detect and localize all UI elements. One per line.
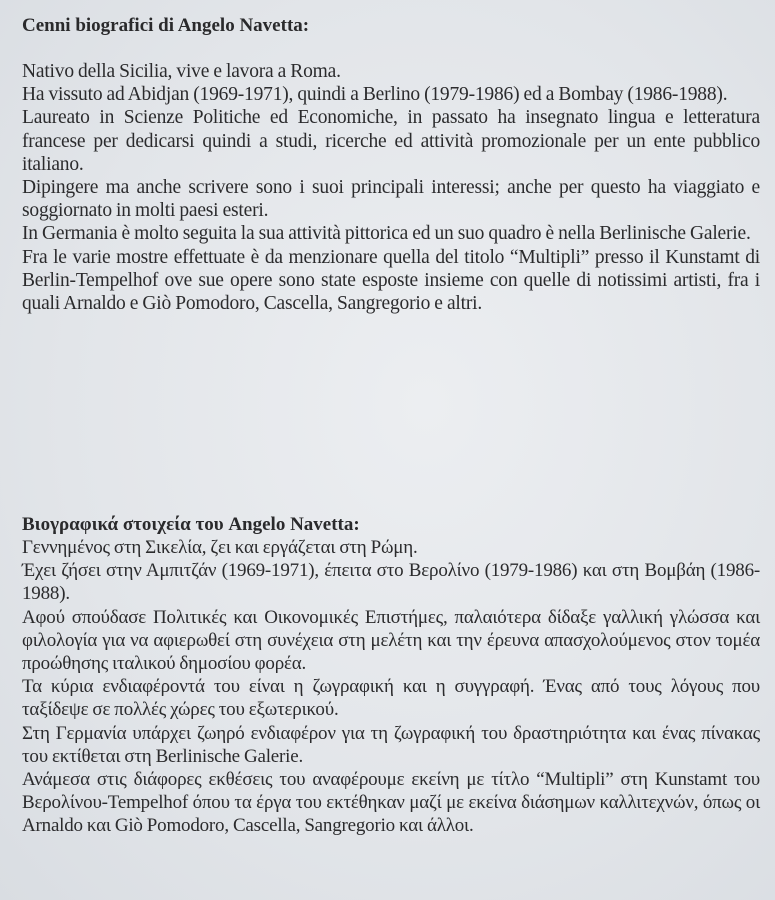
greek-heading: Βιογραφικά στοιχεία του Angelo Navetta: [22,514,360,535]
italian-paragraph-residences: Ha vissuto ad Abidjan (1969-1971), quindi a Berlino (1979-1986) ed a Bombay (1986-1988). [22,84,728,106]
greek-paragraph-residences: Έχει ζήσει στην Αμπιτζάν (1969-1971), έπειτα στο Βερολίνο (1979-1986) και στη Βομβάη (1986-1988). [22,560,760,605]
greek-paragraph-birthplace: Γεννημένος στη Σικελία, ζει και εργάζεται στη Ρώμη. [22,537,418,558]
italian-paragraph-exhibitions: Fra le varie mostre effettuate è da menzionare quella del titolo “Multipli” presso il Kunstamt di Berlin-Tempelhof ove sue opere sono state esposte insieme con quelle di notissimi artisti, fra i quali Arnaldo e Giò Pomodoro, Cascella, Sangregorio e altri. [22,246,760,315]
greek-paragraph-education: Αφού σπούδασε Πολιτικές και Οικονομικές Επιστήμες, παλαιότερα δίδαξε γαλλική γλώσσα και φιλολογία για να αφιερωθεί στη συνέχεια στη μελέτη και την έρευνα απασχολούμενος στον τομέα προώθησης ιταλικού δημοσίου φορέα. [22,606,760,675]
italian-paragraph-germany: In Germania è molto seguita la sua attività pittorica ed un suo quadro è nella Berlinische Galerie. [22,223,751,245]
greek-paragraph-exhibitions: Ανάμεσα στις διάφορες εκθέσεις του αναφέρουμε εκείνη με τίτλο “Multipli” στη Kunstamt του Βερολίνου-Tempelhof όπου τα έργα του εκτέθηκαν μαζί με εκείνα διάσημων καλλιτεχνών, όπως οι Arnaldo και Giò Pomodoro, Cascella, Sangregorio και άλλοι. [22,769,760,837]
italian-heading: Cenni biografici di Angelo Navetta: [22,15,310,36]
greek-biography-section [22,513,760,838]
greek-paragraph-interests: Τα κύρια ενδιαφέροντά του είναι η ζωγραφική και η συγγραφή. Ένας από τους λόγους που ταξίδεψε σε πολλές χώρες του εξωτερικού. [22,676,760,721]
italian-biography-section [22,14,760,315]
italian-paragraph-birthplace: Nativo della Sicilia, vive e lavora a Roma. [22,61,341,82]
italian-paragraph-interests: Dipingere ma anche scrivere sono i suoi principali interessi; anche per questo ha viaggiato e soggiornato in molti paesi esteri. [22,177,760,222]
greek-paragraph-germany: Στη Γερμανία υπάρχει ζωηρό ενδιαφέρον για τη ζωγραφική του δραστηριότητα και ένας πίνακας του εκτίθεται στη Berlinische Galerie. [22,722,760,767]
italian-paragraph-education: Laureato in Scienze Politiche ed Economiche, in passato ha insegnato lingua e letteratura francese per dedicarsi quindi a studi, ricerche ed attività promozionale per un ente pubblico italiano. [22,107,760,175]
